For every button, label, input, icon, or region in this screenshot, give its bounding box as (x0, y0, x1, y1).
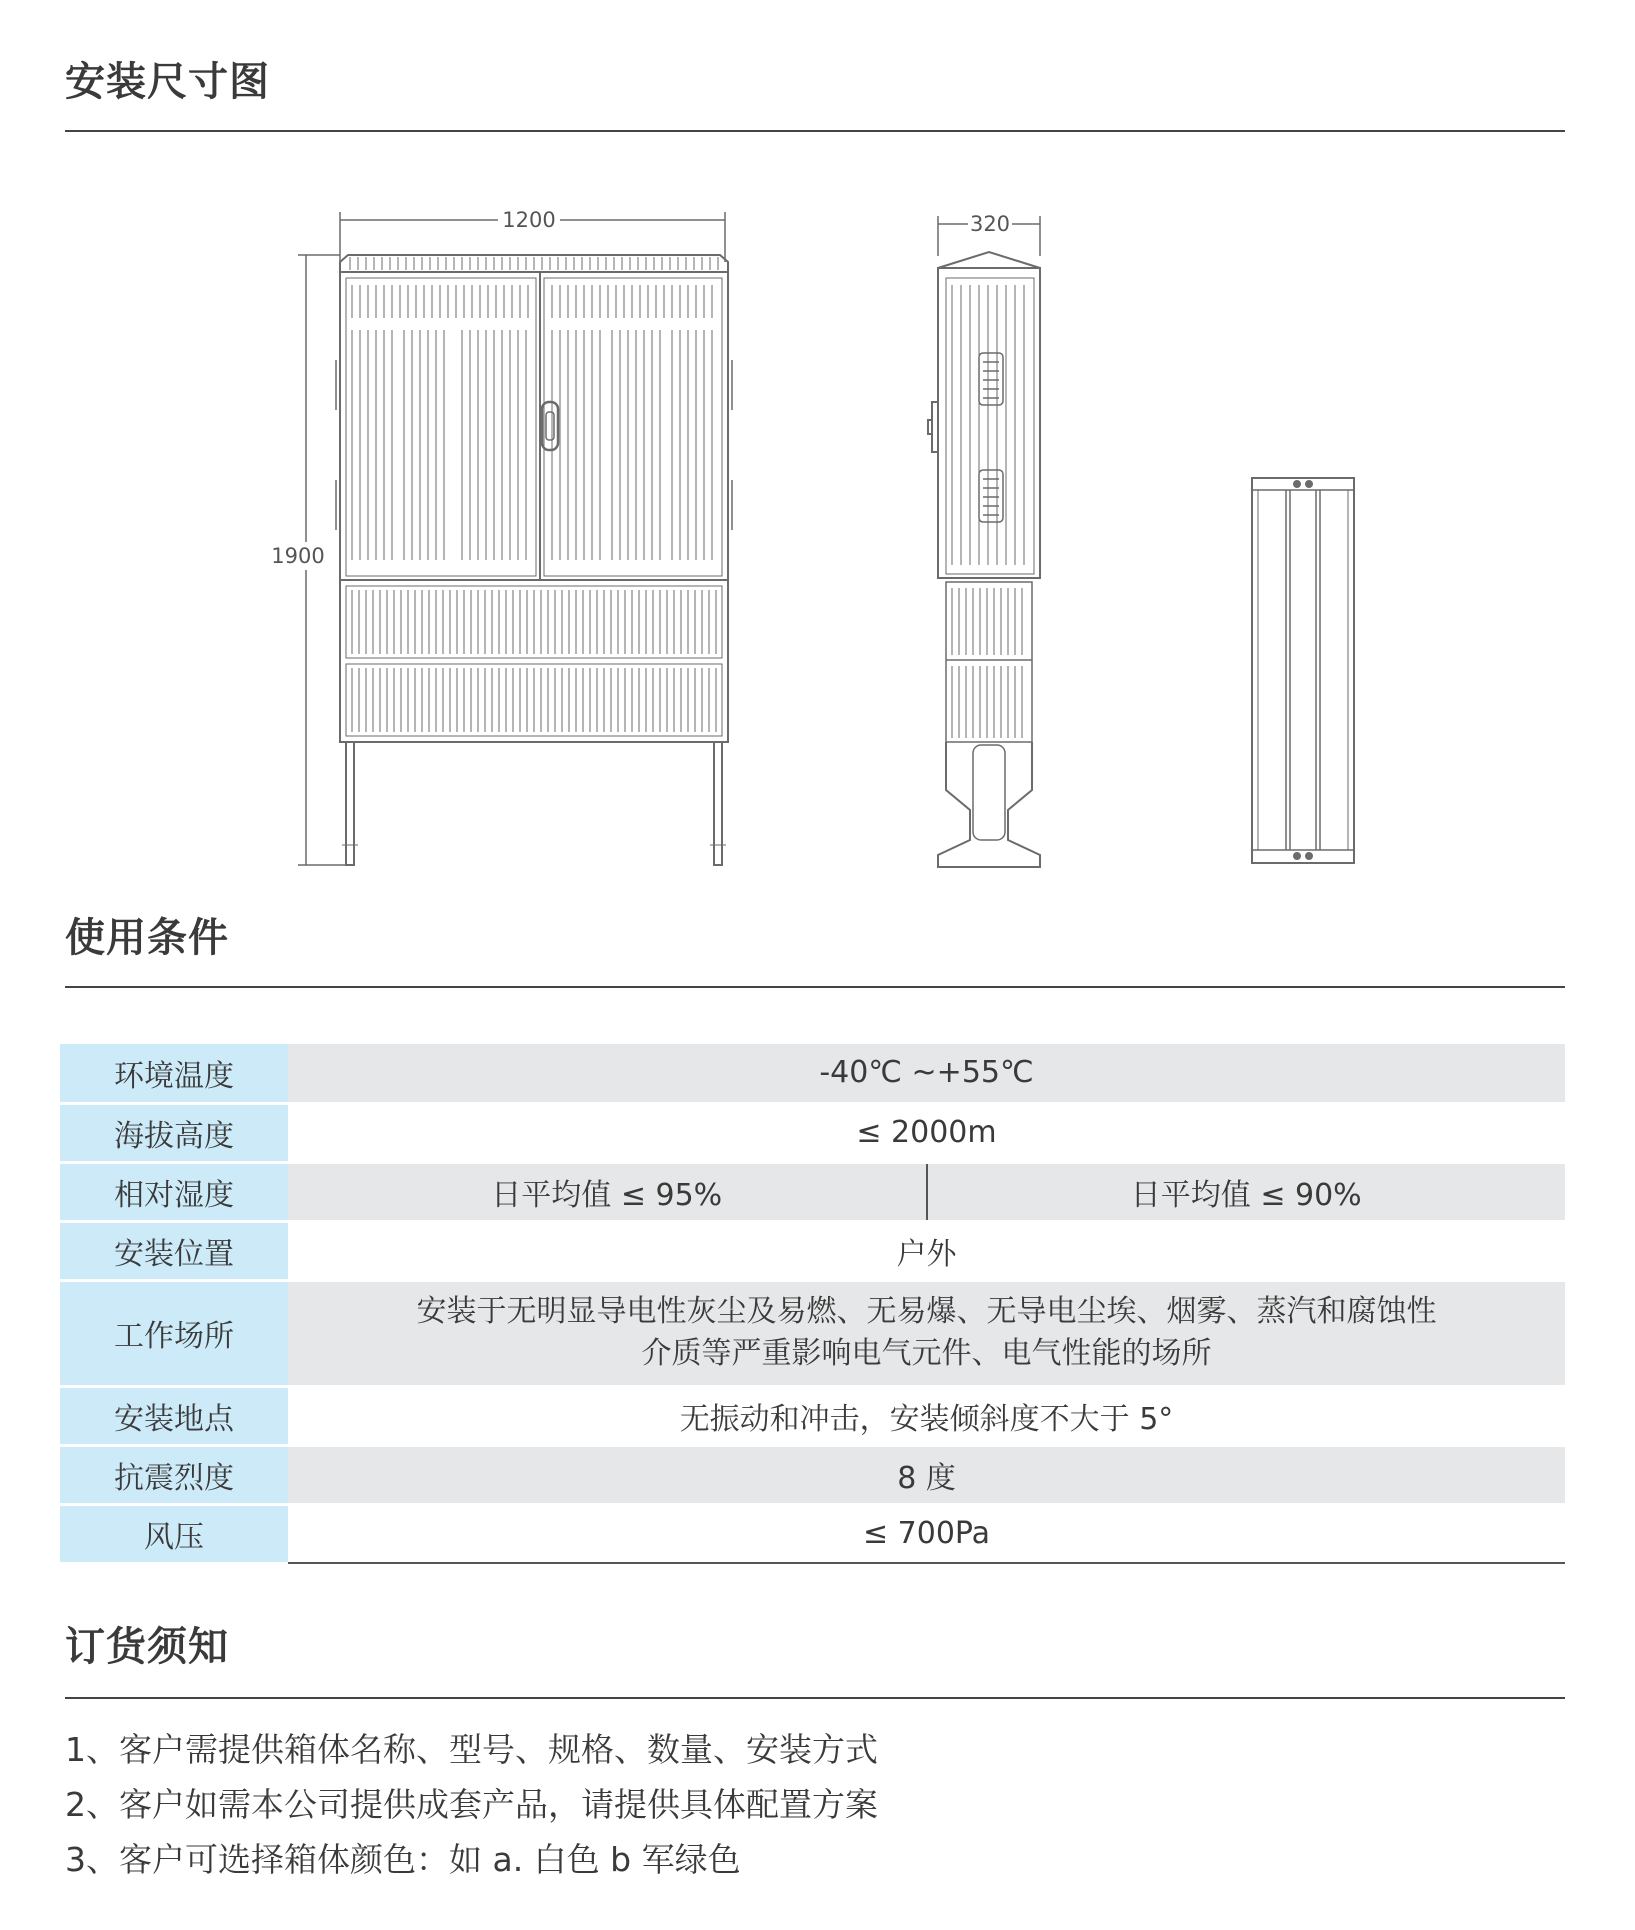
condition-label: 抗震烈度 (60, 1445, 288, 1504)
table-row (60, 1044, 1565, 1103)
condition-value-line: 介质等严重影响电气元件、电气性能的场所 (641, 1336, 1212, 1371)
condition-label: 安装位置 (60, 1221, 288, 1280)
condition-label: 相对湿度 (60, 1162, 288, 1221)
section-divider (65, 986, 1565, 988)
condition-value: ≤ 700Pa (288, 1504, 1565, 1563)
table-row (60, 1162, 1565, 1221)
order-note: 2、客户如需本公司提供成套产品，请提供具体配置方案 (65, 1785, 878, 1824)
condition-value-left: 日平均值 ≤ 95% (288, 1162, 927, 1221)
table-row (60, 1280, 1565, 1386)
condition-value-right: 日平均值 ≤ 90% (927, 1162, 1566, 1221)
condition-value-line: 安装于无明显导电性灰尘及易燃、无易爆、无导电尘埃、烟雾、蒸汽和腐蚀性 (416, 1294, 1437, 1329)
order-note: 3、客户可选择箱体颜色：如 a. 白色 b 军绿色 (65, 1840, 741, 1879)
condition-label: 安装地点 (60, 1386, 288, 1445)
front-view (298, 212, 732, 865)
table-row (60, 1221, 1565, 1280)
conditions-table (60, 1044, 1565, 1565)
section-divider (65, 130, 1565, 132)
top-view (1252, 478, 1354, 863)
section-title-order: 订货须知 (65, 1624, 229, 1670)
section-divider (65, 1697, 1565, 1699)
condition-label: 工作场所 (60, 1280, 288, 1386)
condition-value: -40℃ ~+55℃ (288, 1044, 1565, 1103)
side-view (928, 216, 1040, 867)
condition-value: 无振动和冲击，安装倾斜度不大于 5° (288, 1386, 1565, 1445)
condition-label: 海拔高度 (60, 1103, 288, 1162)
front-width-label: 1200 (502, 208, 556, 232)
front-height-label: 1900 (271, 544, 325, 568)
condition-value: 户外 (288, 1221, 1565, 1280)
order-note: 1、客户需提供箱体名称、型号、规格、数量、安装方式 (65, 1730, 878, 1769)
table-row (60, 1386, 1565, 1445)
condition-value: 8 度 (288, 1445, 1565, 1504)
condition-label: 风压 (60, 1504, 288, 1563)
section-title-dimensions: 安装尺寸图 (65, 59, 270, 105)
table-row (60, 1445, 1565, 1504)
table-row (60, 1103, 1565, 1162)
condition-label: 环境温度 (60, 1044, 288, 1103)
table-row (60, 1504, 1565, 1563)
section-title-conditions: 使用条件 (65, 915, 229, 961)
dimension-drawing (0, 200, 1635, 880)
condition-value: ≤ 2000m (288, 1103, 1565, 1162)
condition-value (288, 1280, 1565, 1386)
side-width-label: 320 (969, 212, 1011, 236)
